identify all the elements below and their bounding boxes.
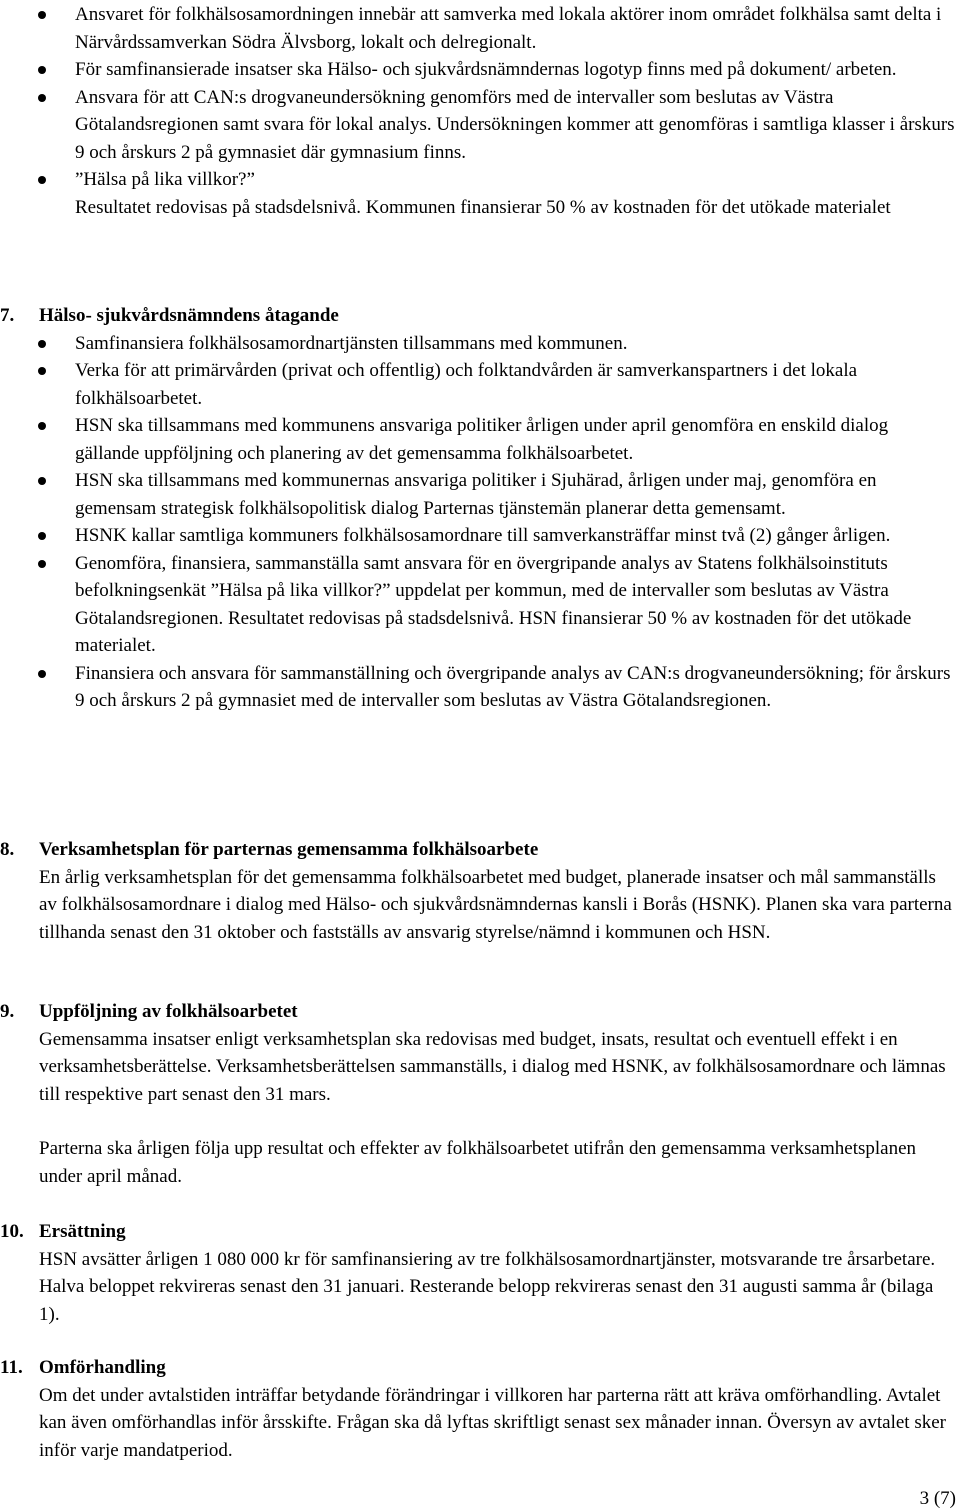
list-item-continuation: Resultatet redovisas på stadsdelsnivå. Kommunen finansierar 50 % av kostnaden för det utökade materialet (75, 196, 891, 218)
section-paragraph: Om det under avtalstiden inträffar betydande förändringar i villkoren har parterna rätt att kräva omförhandling. Avtalet kan även omförhandlas inför årsskifte. Frågan ska då lyftas skriftligt senast sex månader innan. Översyn av avtalet sker inför varje mandatperiod. (39, 1384, 946, 1461)
section-number: 7. (0, 305, 15, 326)
section-number: 11. (0, 1357, 23, 1378)
bullet-icon (38, 367, 46, 375)
section-title: Omförhandling (39, 1357, 166, 1378)
bullet-icon (38, 560, 46, 568)
bullet-icon (38, 477, 46, 485)
bullet-icon (38, 532, 46, 540)
kommun-commitments-list (0, 1, 960, 221)
section-paragraph: Gemensamma insatser enligt verksamhetsplan ska redovisas med budget, insats, resultat och eventuell effekt i en verksamhetsberättelse. Verksamhetsberättelsen sammanställs, i dialog med HSNK, av folkhälsosamordnare och lämnas till respektive part senast den 31 mars. (39, 1028, 946, 1105)
list-item: HSN ska tillsammans med kommunernas ansvariga politiker i Sjuhärad, årligen under maj, genomföra en gemensam strategisk folkhälsopolitisk dialog Parternas tjänstemän planerar detta gemensamt. (0, 467, 960, 522)
section-11 (0, 1354, 960, 1464)
bullet-icon (38, 422, 46, 430)
section-title: Uppföljning av folkhälsoarbetet (39, 1001, 298, 1022)
list-item: För samfinansierade insatser ska Hälso- och sjukvårdsnämndernas logotyp finns med på dokument/ arbeten. (0, 56, 960, 84)
bullet-icon (38, 670, 46, 678)
section-8 (0, 836, 960, 946)
section-9 (0, 998, 960, 1108)
list-item: Genomföra, finansiera, sammanställa samt ansvara för en övergripande analys av Statens folkhälsoinstituts befolkningsenkät ”Hälsa på lika villkor?” uppdelat per kommun, med de intervaller som beslutas av Västra Götalandsregionen. Resultatet redovisas på stadsdelsnivå. HSN finansierar 50 % av kostnaden för det utökade materialet. (0, 550, 960, 660)
section-title: Ersättning (39, 1221, 126, 1242)
list-item: Ansvara för att CAN:s drogvaneundersökning genomförs med de intervaller som beslutas av Västra Götalandsregionen samt svara för lokal analys. Undersökningen kommer att genomföras i samtliga klasser i årskurs 9 och årskurs 2 på gymnasiet där gymnasium finns. (0, 84, 960, 167)
list-item: Samfinansiera folkhälsosamordnartjänsten tillsammans med kommunen. (0, 330, 960, 358)
list-item: Ansvaret för folkhälsosamordningen innebär att samverka med lokala aktörer inom området folkhälsa samt delta i Närvårdssamverkan Södra Älvsborg, lokalt och delregionalt. (0, 1, 960, 56)
list-item: Verka för att primärvården (privat och offentlig) och folktandvården är samverkanspartners i det lokala folkhälsoarbetet. (0, 357, 960, 412)
list-item: HSNK kallar samtliga kommuners folkhälsosamordnare till samverkansträffar minst två (2) gånger årligen. (0, 522, 960, 550)
section-9-followup (0, 1135, 960, 1190)
list-item: ”Hälsa på lika villkor?” (0, 166, 960, 194)
section-heading (0, 302, 960, 330)
bullet-icon (38, 11, 46, 19)
section-number: 9. (0, 1001, 15, 1022)
list-item: HSN ska tillsammans med kommunens ansvariga politiker årligen under april genomföra en enskild dialog gällande uppföljning och planering av det gemensamma folkhälsoarbetet. (0, 412, 960, 467)
section-paragraph: Parterna ska årligen följa upp resultat och effekter av folkhälsoarbetet utifrån den gemensamma verksamhetsplanen under april månad. (39, 1138, 917, 1187)
section-paragraph: HSN avsätter årligen 1 080 000 kr för samfinansiering av tre folkhälsosamordnartjänster, motsvarande tre årsarbetare. Halva beloppet rekvireras senast den 31 januari. Resterande belopp rekvireras senast den 31 augusti samma år (bilaga 1). (39, 1248, 936, 1325)
bullet-icon (38, 94, 46, 102)
section-heading (0, 998, 960, 1026)
section-number: 8. (0, 839, 15, 860)
section-title: Verksamhetsplan för parternas gemensamma folkhälsoarbete (39, 839, 539, 860)
section-paragraph: En årlig verksamhetsplan för det gemensamma folkhälsoarbetet med budget, planerade insatser och mål sammanställs av folkhälsosamordnare i dialog med Hälso- och sjukvårdsnämndernas kansli i Borås (HSNK). Planen ska vara parterna tillhanda senast den 31 oktober och fastställs av ansvarig styrelse/nämnd i kommunen och HSN. (39, 866, 952, 943)
section-heading (0, 1218, 960, 1246)
bullet-icon (38, 176, 46, 184)
section-heading (0, 836, 960, 864)
section-title: Hälso- sjukvårdsnämndens åtagande (39, 305, 339, 326)
list-item: Finansiera och ansvara för sammanställning och övergripande analys av CAN:s drogvaneundersökning; för årskurs 9 och årskurs 2 på gymnasiet med de intervaller som beslutas av Västra Götalandsregionen. (0, 660, 960, 715)
bullet-icon (38, 66, 46, 74)
section-number: 10. (0, 1221, 24, 1242)
bullet-icon (38, 340, 46, 348)
page-number: 3 (7) (919, 1488, 956, 1509)
section-7 (0, 302, 960, 715)
section-heading (0, 1354, 960, 1382)
section-10 (0, 1218, 960, 1328)
